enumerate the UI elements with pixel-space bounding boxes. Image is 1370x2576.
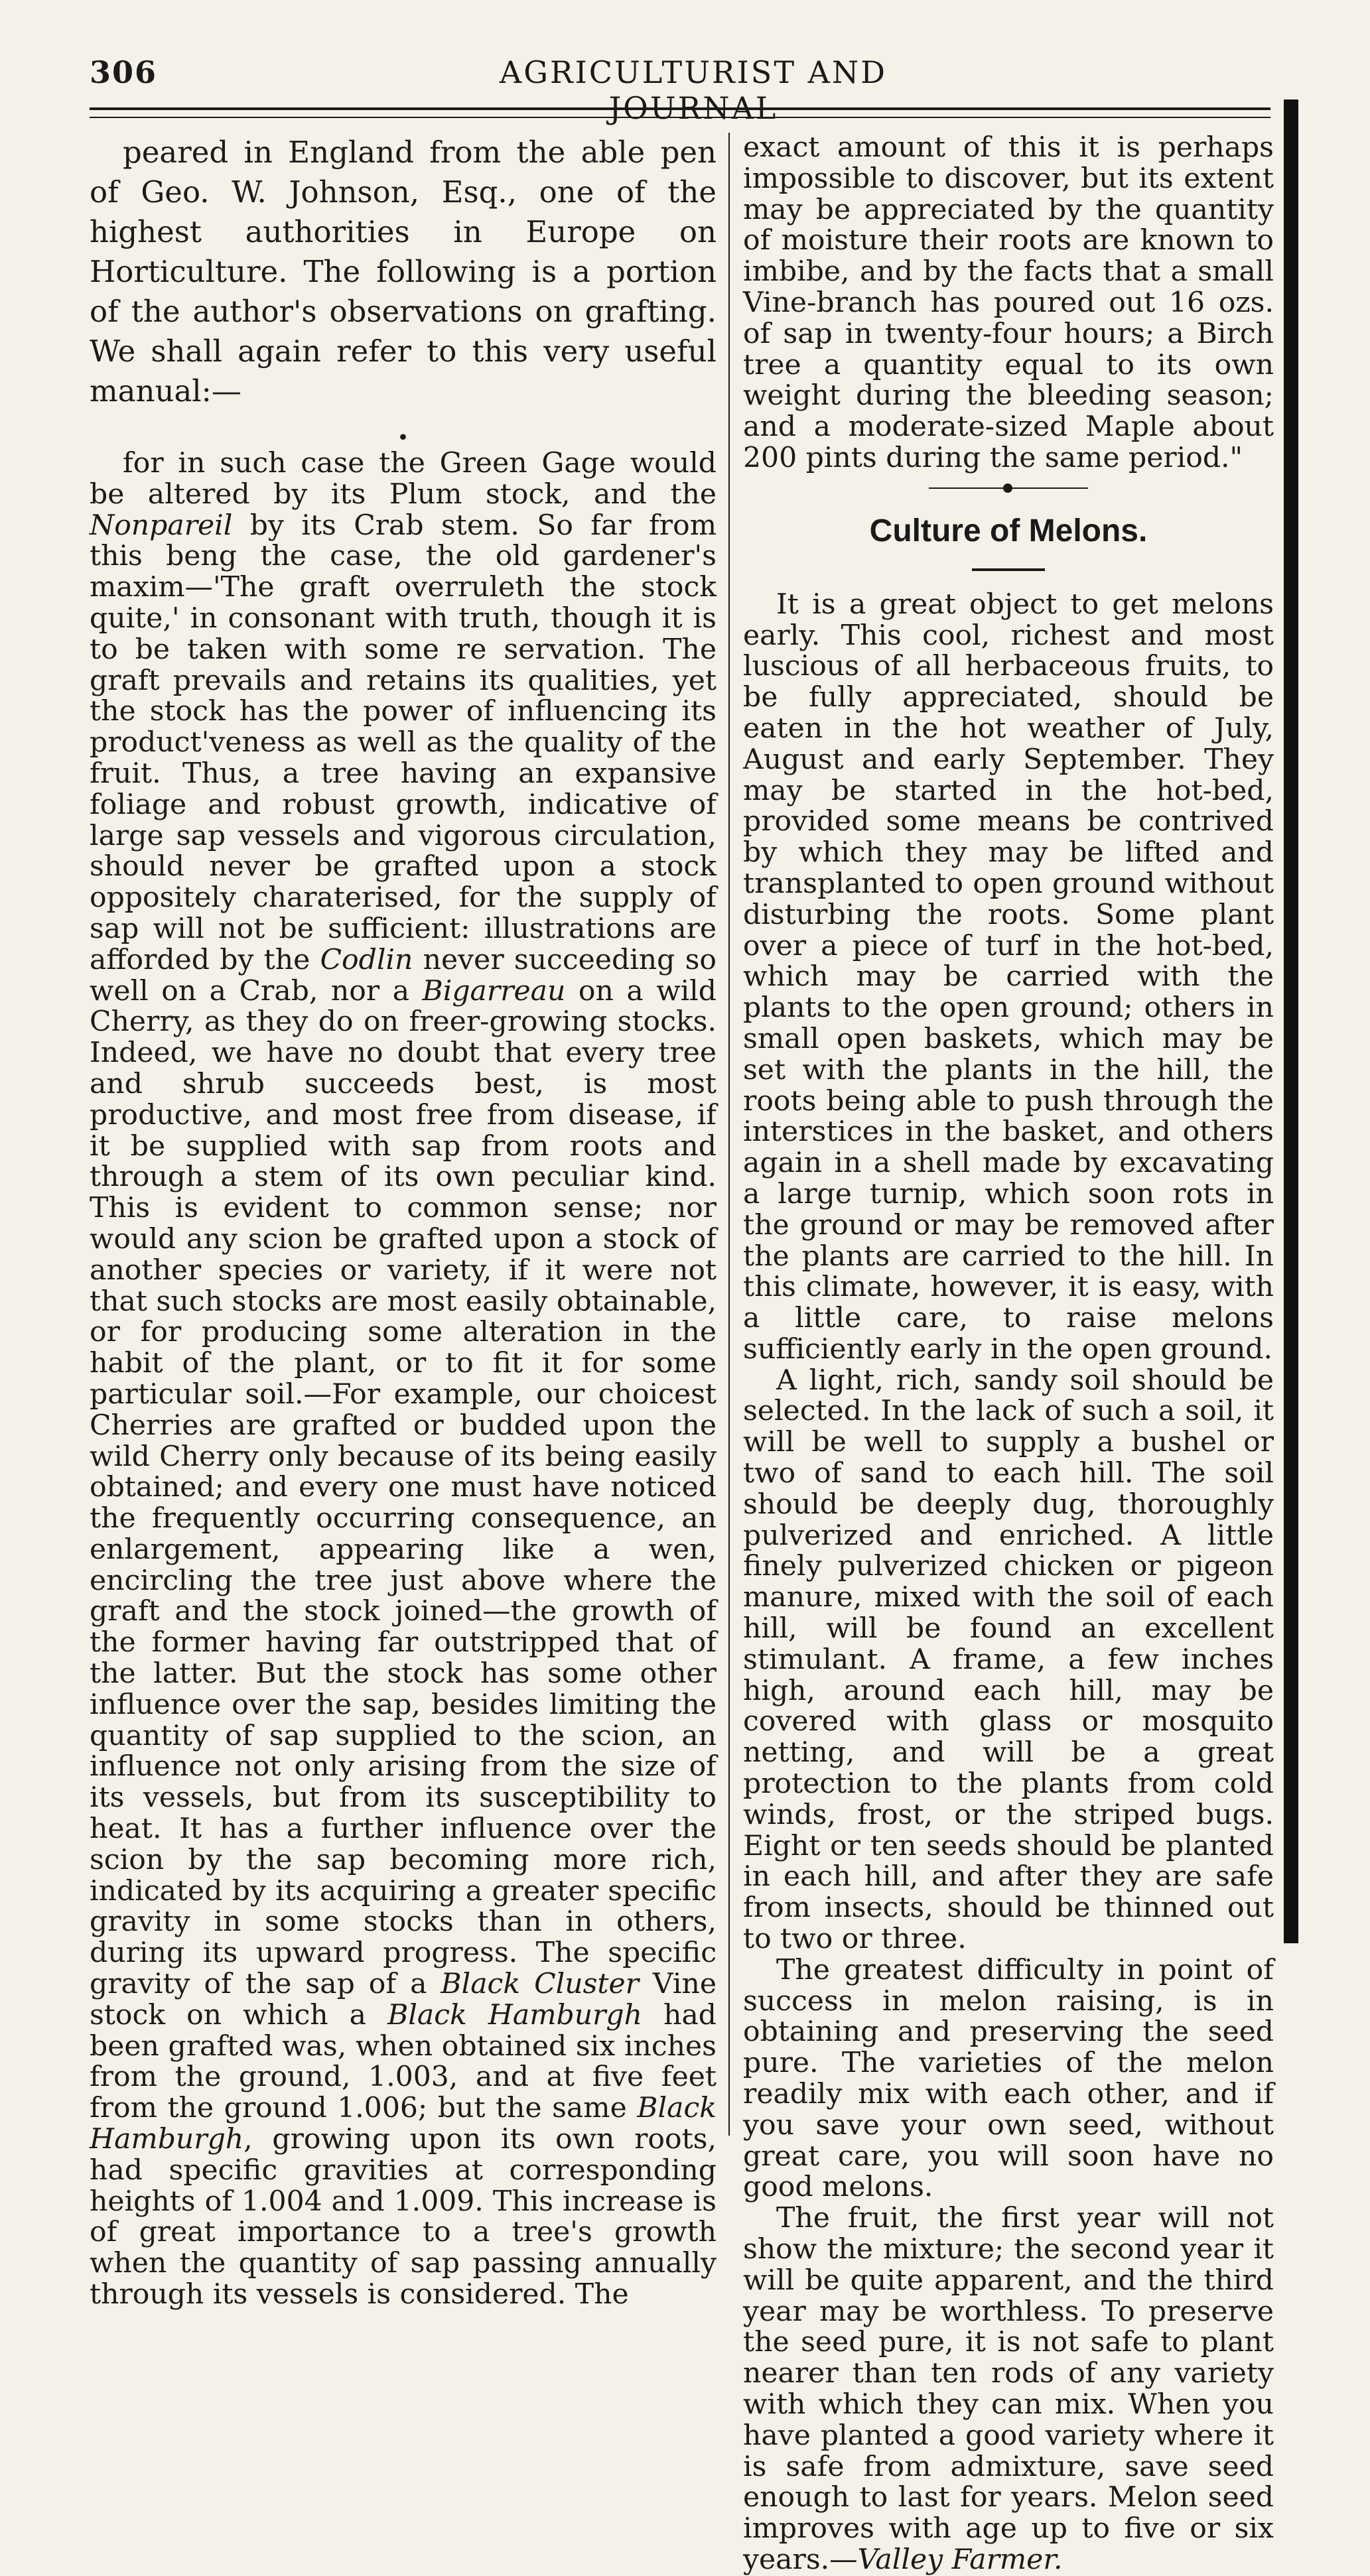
italic-term: Black Cluster bbox=[441, 1968, 639, 2001]
ornamental-rule bbox=[929, 487, 1088, 489]
grafting-excerpt bbox=[90, 448, 717, 2311]
italic-term: Black Hamburgh bbox=[90, 2092, 717, 2156]
page-header bbox=[90, 54, 1284, 126]
italic-term: Nonpareil bbox=[90, 509, 233, 542]
page-number: 306 bbox=[90, 54, 158, 90]
heading-rule bbox=[972, 568, 1045, 571]
melon-paragraph bbox=[743, 2203, 1274, 2576]
left-column bbox=[90, 133, 717, 2311]
text-run: on a wild Cherry, as they do on freer-growing stocks. Indeed, we have no doubt that every tree and shrub succeeds best, is most productive, and most free from disease, if it be supplied with sap from roots and through a stem of its own peculiar kind. This is evident to common sense; nor would any scion be grafted upon a stock of another species or variety, if it were not that such stocks are most easily obtainable, or for producing some alteration in the habit of the plant, or to fit it for some particular soil.—For example, our choicest Cherries are grafted or budded upon the wild Cherry only because of its being easily obtained; and every one must have noticed the frequently occurring consequence, an enlargement, appearing like a wen, encircling the tree just above where the graft and the stock joined—the growth of the former having far outstripped that of the latter. But the stock has some other influence over the sap, besides limiting the quantity of sap supplied to the scion, an influence not only arising from the size of its vessels, but from its susceptibility to heat. It has a further influence over the scion by the sap becoming more rich, indicated by its acquiring a greater specific gravity in some stocks than in others, during its upward progress. The specific gravity of the sap of a bbox=[90, 974, 717, 2001]
header-rule bbox=[90, 107, 1270, 118]
text-run: never succeeding so well on a Crab, nor a bbox=[90, 943, 717, 1007]
italic-term: Black Hamburgh bbox=[387, 1998, 643, 2031]
text-run: , growing upon its own roots, had specific gravities at corresponding heights of 1.004 and 1.009. This increase is of great importance to a tree's growth when the quantity of sap passing annually through its vessels is considered. The bbox=[90, 2123, 717, 2311]
running-head: AGRICULTURIST AND JOURNAL bbox=[500, 54, 887, 126]
text-run: The fruit, the first year will not show the mixture; the second year it will be quite apparent, and the third year may be worthless. To preserve the seed pure, it is not safe to plant nearer than ten rods of any variety with which they can mix. When you have planted a good variety where it is safe from admixture, save seed enough to last for years. Melon seed improves with age up to five or six years.— bbox=[743, 2202, 1274, 2576]
source-attribution: Valley Farmer. bbox=[857, 2543, 1063, 2576]
melon-paragraph: A light, rich, sandy soil should be selected. In the lack of such a soil, it will be well to supply a bushel or two of sand to each hill. The soil should be deeply dug, thoroughly pulverized and enriched. A little finely pulverized chicken or pigeon manure, mixed with the soil of each hill, will be found an excellent stimulant. A frame, a few inches high, around each hill, may be covered with glass or mosquito netting, and will be a great protection to the plants from cold winds, frost, or the striped bugs. Eight or ten seeds should be planted in each hill, and after they are safe from insects, should be thinned out to two or three. bbox=[743, 1364, 1274, 1956]
section-heading: Culture of Melons. bbox=[869, 513, 1148, 548]
italic-term: Codlin bbox=[320, 943, 413, 976]
separator-dot: • bbox=[397, 426, 409, 450]
text-run: Vine stock on which a bbox=[90, 1968, 717, 2031]
melon-paragraph: The greatest difficulty in point of success in melon raising, is in obtaining and preserving the seed pure. The varieties of the melon readily mix with each other, and if you save your own seed, without great care, you will soon have no good melons. bbox=[743, 1953, 1274, 2204]
intro-paragraph: peared in England from the able pen of Geo. W. Johnson, Esq., one of the highest authorities in Europe on Horticulture. The following is a portion of the author's observations on grafting. We shall again refer to this very useful manual:— bbox=[90, 135, 717, 409]
continued-paragraph: exact amount of this it is perhaps impossible to discover, but its extent may be appreciated by the quantity of moisture their roots are known to imbibe, and by the facts that a small Vine-branch has poured out 16 ozs. of sap in twenty-four hours; a Birch tree a quantity equal to its own weight during the bleeding season; and a moderate-sized Maple about 200 pints during the same period." bbox=[743, 131, 1274, 474]
column-divider bbox=[728, 133, 730, 2136]
text-run: for in such case the Green Gage would be altered by its Plum stock, and the bbox=[90, 447, 717, 511]
text-run: had been grafted was, when obtained six inches from the ground, 1.003, and at five feet from the ground 1.006; but the same bbox=[90, 1998, 717, 2125]
right-column bbox=[743, 133, 1274, 2576]
text-run: by its Crab stem. So far from this beng the case, the old gardener's maxim—'The graft overruleth the stock quite,' in consonant with truth, though it is to be taken with some re servation. The graft prevails and retains its qualities, yet the stock has the power of influencing its product'veness as well as the quality of the fruit. Thus, a tree having an expansive foliage and robust growth, indicative of large sap vessels and vigorous circulation, should never be grafted upon a stock oppositely charaterised, for the supply of sap will not be sufficient: illustrations are afforded by the bbox=[90, 509, 717, 976]
page-edge-shadow bbox=[1284, 99, 1298, 1943]
italic-term: Bigarreau bbox=[422, 974, 566, 1007]
melon-paragraph: It is a great object to get melons early. This cool, richest and most luscious of all herbaceous fruits, to be fully appreciated, should be eaten in the hot weather of July, August and early September. They may be started in the hot-bed, provided some means be contrived by which they may be lifted and transplanted to open ground without disturbing the roots. Some plant over a piece of turf in the hot-bed, which may be carried with the plants to the open ground; others in small open baskets, which may be set with the plants in the hill, the roots being able to push through the interstices in the basket, and others again in a shell made by excavating a large turnip, which soon rots in the ground or may be removed after the plants are carried to the hill. In this climate, however, it is easy, with a little care, to raise melons sufficiently early in the open ground. bbox=[743, 588, 1274, 1366]
